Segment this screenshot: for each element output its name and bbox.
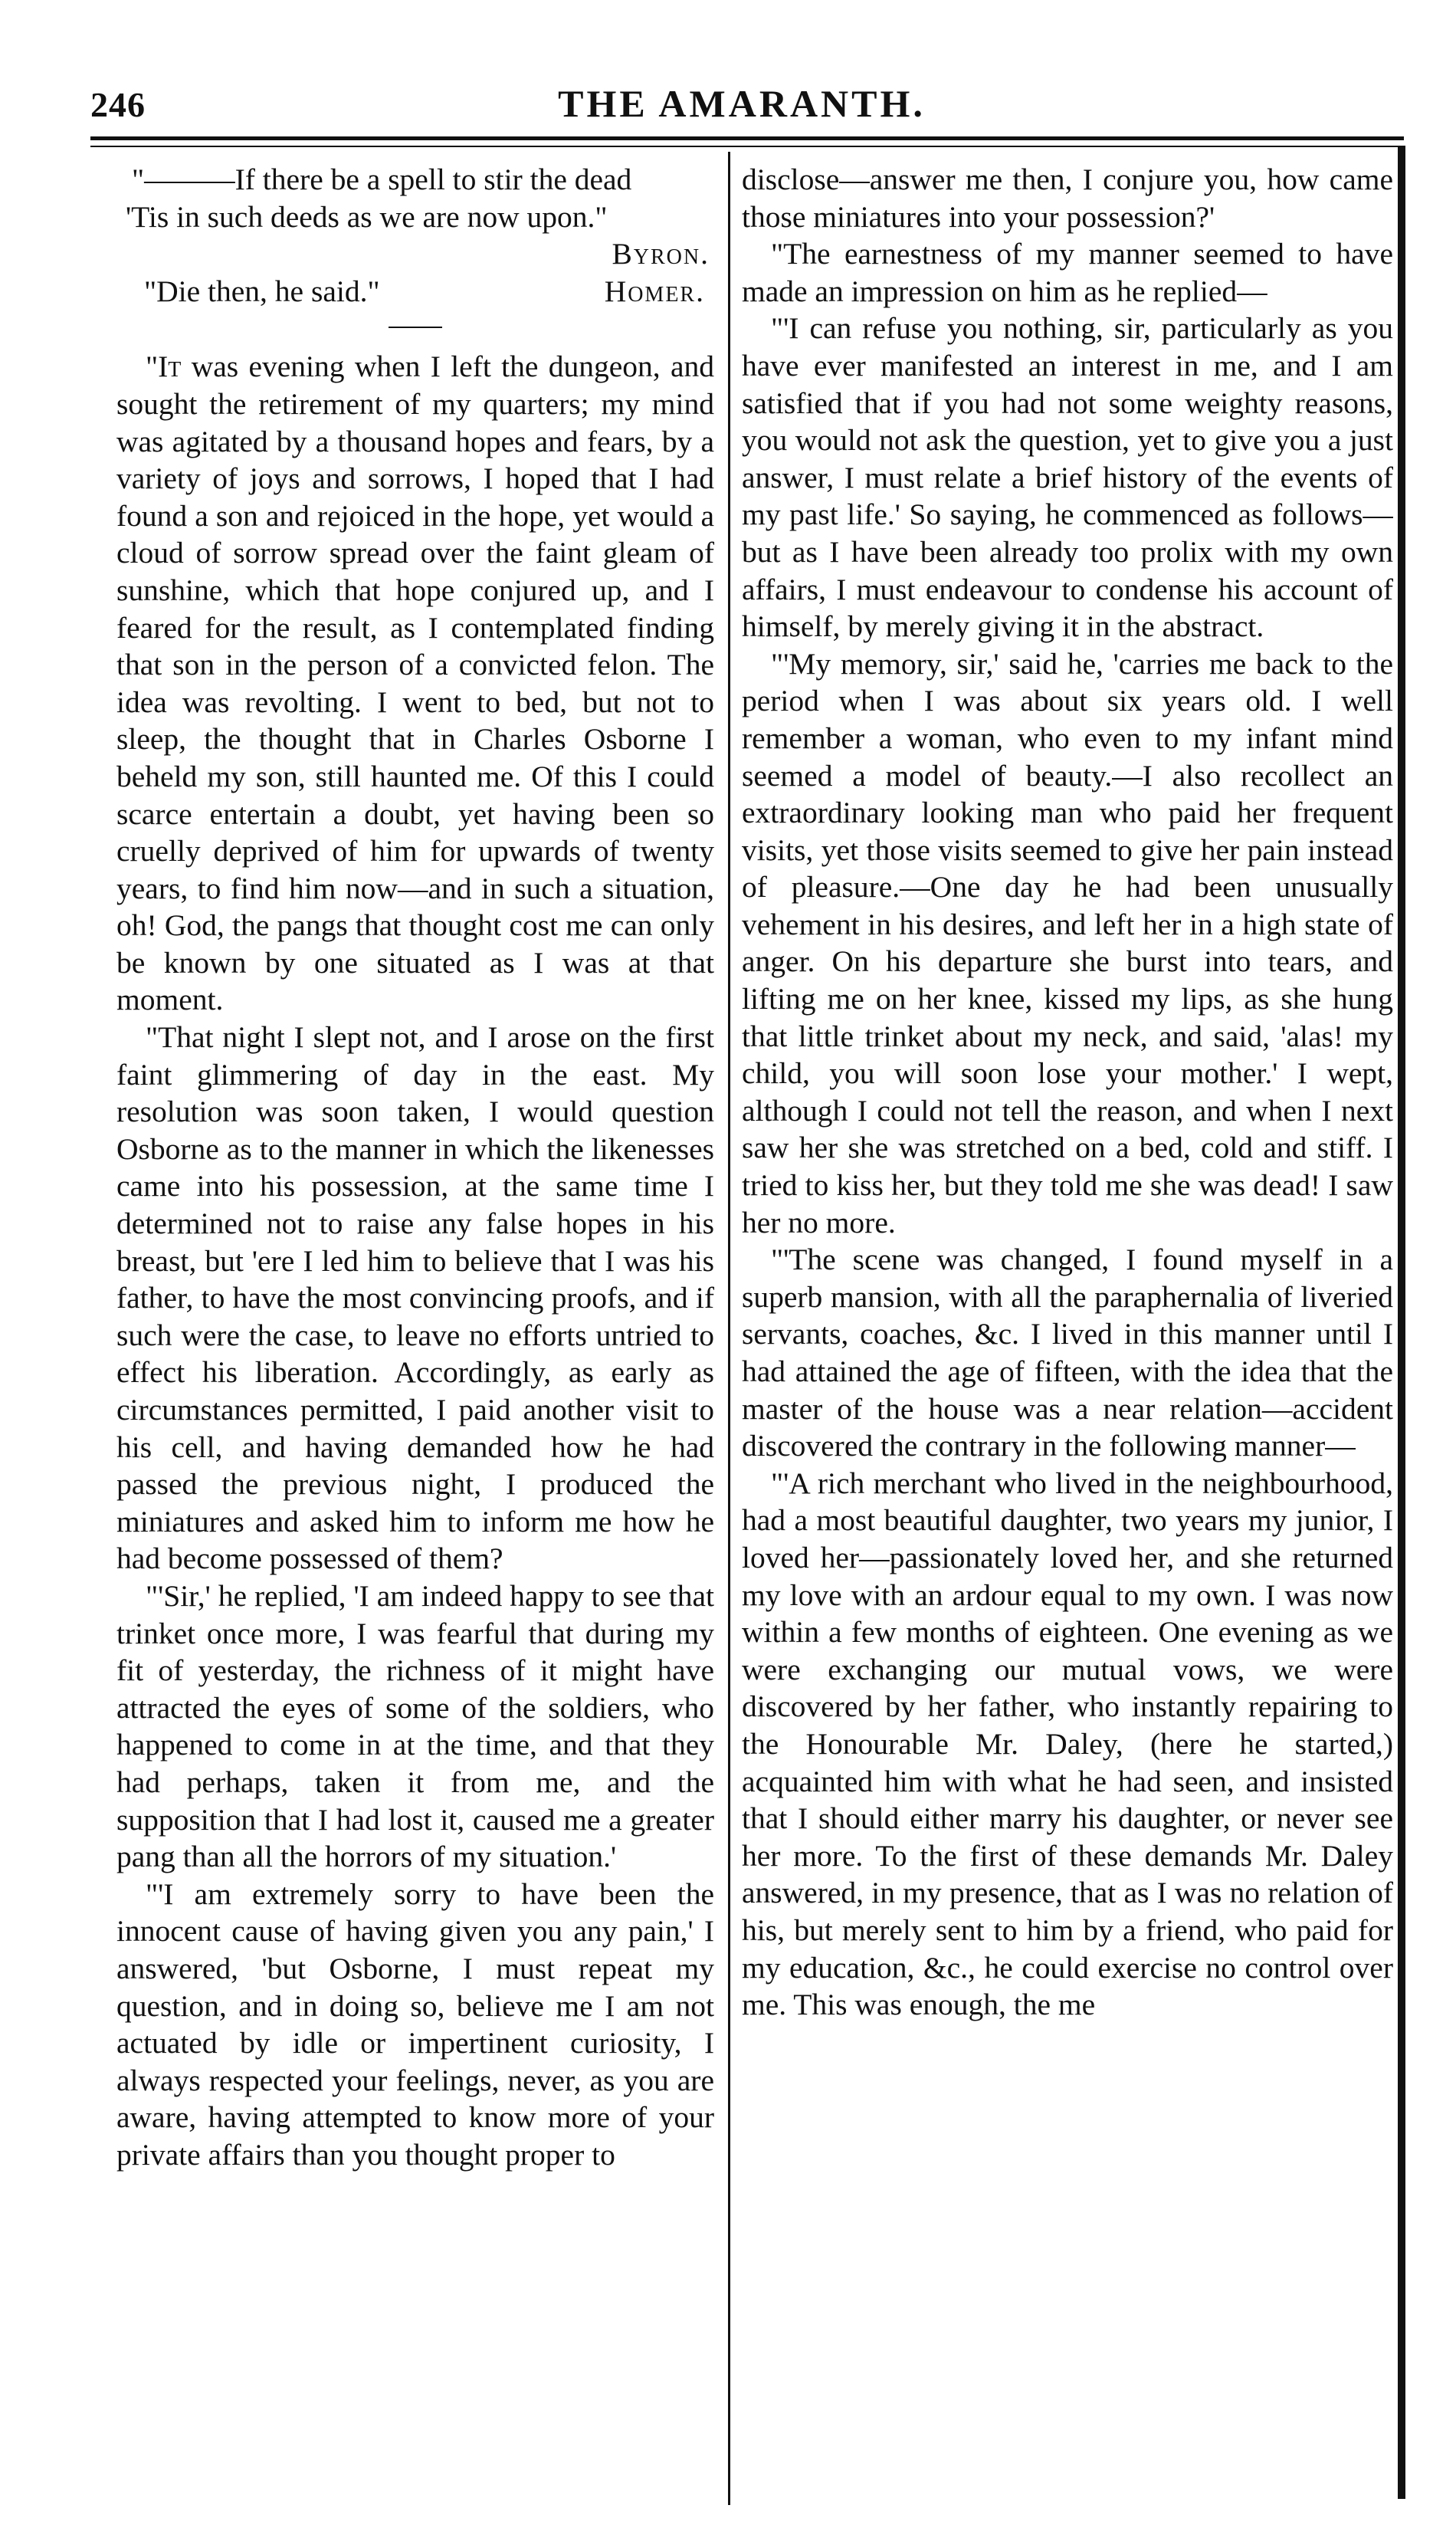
paragraph: "The earnestness of my manner seemed to have made an impression on him as he replied— — [742, 237, 1393, 308]
paragraph: "'Sir,' he replied, 'I am indeed happy to see that trinket once more, I was fearful that during my fit of yesterday, the richness of it might have attracted the eyes of some of the soldiers, who happened to come in at the time, and that they had perhaps, taken it from me, and the supposition that I had lost it, caused me a greater pang than all the horrors of my situation.' — [116, 1578, 714, 1874]
section-divider — [389, 327, 442, 328]
page-number: 246 — [90, 85, 146, 124]
epigraph-line-2: 'Tis in such deeds as we are now upon." — [126, 199, 608, 234]
paragraph: "'A rich merchant who lived in the neighbourhood, had a most beautiful daughter, two years my junior, I loved her—passionately loved her, and she returned my love with an ardour equal to my own. I was now within a few months of eighteen. One evening as we were exchanging our mutual vows, we were discovered by her father, who instantly repairing to the Honourable Mr. Daley, (here he started,) acquainted him with what he had seen, and insisted that I should either marry his daughter, or never see her more. To the first of these demands Mr. Daley answered, in my presence, that as I was no relation of his, but merely sent to him by a friend, who paid for my education, &c., he could exercise no control over me. This was enough, the me — [742, 1466, 1393, 2022]
epigraph-attribution-byron: Byron. — [612, 237, 710, 271]
page-header — [90, 74, 1393, 127]
running-title: THE AMARANTH. — [558, 82, 926, 125]
right-column — [742, 161, 1393, 2024]
paragraph: disclose—answer me then, I conjure you, how came those miniatures into your possession?' — [742, 163, 1393, 234]
epigraph-attribution-homer: Homer. — [604, 274, 705, 308]
header-rule-thin — [90, 146, 1404, 147]
paragraph: "'The scene was changed, I found myself in a superb mansion, with all the paraphernalia of liveried servants, coaches, &c. I lived in this manner until I had attained the age of fifteen, with the idea that the master of the house was a near relation—accident discovered the contrary in the following manner— — [742, 1243, 1393, 1463]
paragraph-lead-word: "It — [146, 350, 182, 384]
column-divider — [728, 152, 730, 2505]
paragraph: "That night I slept not, and I arose on the first faint glimmering of day in the east. My resolution was soon taken, I would question Osborne as to the manner in which the likenesses came into his possession, at the same time I determined not to raise any false hopes in his breast, but 'ere I led him to believe that I was his father, to have the most convincing proofs, and if such were the case, to leave no efforts untried to effect his liberation. Accordingly, as early as circumstances permitted, I paid another visit to his cell, and having demanded how he had passed the previous night, I produced the miniatures and asked him to inform me how he had become possessed of them? — [116, 1020, 714, 1576]
epigraph — [116, 161, 714, 310]
paragraph — [116, 348, 714, 1019]
epigraph-quote-2: "Die then, he said." — [144, 274, 380, 308]
header-rule-thick — [90, 136, 1404, 140]
paragraph: "'I can refuse you nothing, sir, particularly as you have ever manifested an interest in me, and I am satisfied that if you had not some weighty reasons, you would not ask the question, yet to give you a just answer, I must relate a brief history of the events of my past life.' So saying, he commenced as follows—but as I have been already too prolix with my own affairs, I must endeavour to condense his account of himself, by merely giving it in the abstract. — [742, 311, 1393, 644]
page-edge-rule — [1398, 146, 1405, 2499]
paragraph: "'My memory, sir,' said he, 'carries me back to the period when I was about six years old. I well remember a woman, who even to my infant mind seemed a model of beauty.—I also recollect an extraordinary looking man who paid her frequent visits, yet those visits seemed to give her pain instead of pleasure.—One day he had been unusually vehement in his desires, and left her in a high state of anger. On his departure she burst into tears, and lifting me on her knee, kissed my lips, as she hung that little trinket about my neck, and said, 'alas! my child, you will soon lose your mother.' I wept, although I could not tell the reason, and when I next saw her she was stretched on a bed, cold and stiff. I tried to kiss her, but they told me she was dead! I saw her no more. — [742, 646, 1393, 1239]
paragraph-text: was evening when I left the dungeon, and sought the retirement of my quarters; my mind was agitated by a thousand hopes and fears, by a variety of joys and sorrows, I hoped that I had found a son and rejoiced in the hope, yet would a cloud of sorrow spread over the faint gleam of sunshine, which that hope conjured up, and I feared for the result, as I contemplated finding that son in the person of a convicted felon. The idea was revolting. I went to bed, but not to sleep, the thought that in Charles Osborne I beheld my son, still haunted me. Of this I could scarce entertain a doubt, yet having been so cruelly deprived of him for upwards of twenty years, to find him now—and in such a situation, oh! God, the pangs that thought cost me can only be known by one situated as I was at that moment. — [116, 350, 714, 1017]
epigraph-second-quote — [116, 273, 714, 310]
epigraph-line-1: "———If there be a spell to stir the dead — [132, 163, 632, 196]
left-column — [116, 161, 714, 2173]
paragraph: "'I am extremely sorry to have been the innocent cause of having given you any pain,' I answered, 'but Osborne, I must repeat my question, and in doing so, believe me I am not actuated by idle or impertinent curiosity, I always respected your feelings, never, as you are aware, having attempted to know more of your private affairs than you thought proper to — [116, 1876, 714, 2172]
